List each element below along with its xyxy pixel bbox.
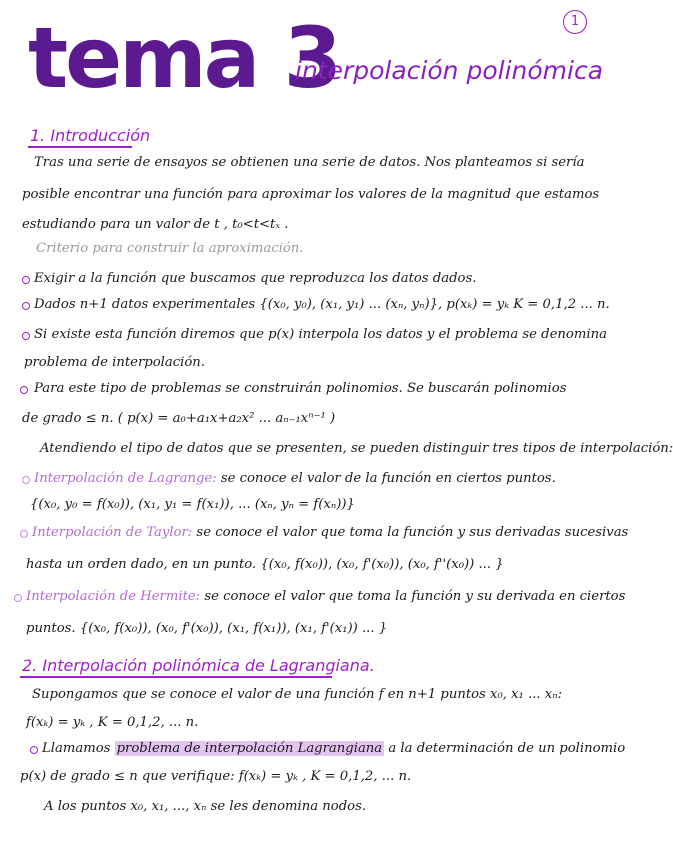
section-1-heading: 1. Introducción [30, 126, 151, 145]
lagrange-label: Interpolación de Lagrange: [34, 471, 217, 486]
section-2-underline [20, 676, 332, 678]
highlighted-term: problema de interpolación Lagrangiana [116, 741, 383, 756]
section-2-line-1: Supongamos que se conoce el valor de una función f en n+1 puntos x₀, x₁ ... xₙ: [32, 687, 563, 702]
definition-prefix: Llamamos [42, 741, 115, 756]
criterio-line: Criterio para construir la aproximación. [36, 241, 304, 256]
lagrange-text: se conoce el valor de la función en ciertos puntos. [216, 471, 556, 486]
bullet-icon [14, 594, 22, 602]
definition-suffix: a la determinación de un polinomio [384, 741, 626, 756]
bullet-icon [22, 332, 30, 340]
section-2-line-4: p(x) de grado ≤ n que verifique: f(xₖ) = yₖ , K = 0,1,2, ... n. [20, 769, 412, 784]
section-2-heading: 2. Interpolación polinómica de Lagrangiana. [22, 656, 375, 675]
bullet-3-line-2: problema de interpolación. [24, 355, 205, 370]
page-title: tema 3 [28, 9, 340, 107]
lagrange-line [34, 470, 556, 488]
section-2-line-3 [42, 740, 625, 758]
bullet-icon [22, 476, 30, 484]
bullet-icon [20, 386, 28, 394]
bullet-2-text: Dados n+1 datos experimentales {(x₀, y₀), (x₁, y₁) ... (xₙ, yₙ)}, p(xₖ) = yₖ K = 0,1,2 ... n. [34, 297, 610, 312]
bullet-1-text: Exigir a la función que buscamos que reproduzca los datos dados. [34, 271, 477, 286]
bullet-4-line-3: Atendiendo el tipo de datos que se presenten, se pueden distinguir tres tipos de interpolación: [40, 441, 673, 456]
hermite-text: se conoce el valor que toma la función y su derivada en ciertos [200, 589, 626, 604]
hermite-label: Interpolación de Hermite: [26, 589, 201, 604]
section-2-line-5: A los puntos x₀, x₁, ..., xₙ se les denomina nodos. [44, 799, 367, 814]
taylor-label: Interpolación de Taylor: [32, 525, 193, 540]
bullet-4-line-1: Para este tipo de problemas se construirán polinomios. Se buscarán polinomios [34, 381, 567, 396]
intro-line-3: estudiando para un valor de t , t₀<t<tₓ . [22, 217, 289, 232]
bullet-4-line-2: de grado ≤ n. ( p(x) = a₀+a₁x+a₂x² ... aₙ₋₁xⁿ⁻¹ ) [22, 411, 336, 426]
page-number: 1 [563, 10, 587, 34]
intro-line-2: posible encontrar una función para aproximar los valores de la magnitud que estamos [22, 187, 600, 202]
section-1-underline [28, 146, 132, 148]
bullet-icon [20, 530, 28, 538]
taylor-line [32, 524, 628, 542]
intro-line-1: Tras una serie de ensayos se obtienen una serie de datos. Nos planteamos si sería [34, 155, 585, 170]
lagrange-set: {(x₀, y₀ = f(x₀)), (x₁, y₁ = f(x₁)), ... (xₙ, yₙ = f(xₙ))} [30, 497, 355, 512]
page-subtitle: interpolación polinómica [295, 56, 604, 85]
hermite-line-2: puntos. {(x₀, f(x₀)), (x₀, f'(x₀)), (x₁, f(x₁)), (x₁, f'(x₁)) ... } [26, 621, 388, 636]
section-2-line-2: f(xₖ) = yₖ , K = 0,1,2, ... n. [26, 715, 199, 730]
bullet-3-line-1: Si existe esta función diremos que p(x) interpola los datos y el problema se denomina [34, 327, 607, 342]
bullet-icon [30, 746, 38, 754]
hermite-line [26, 588, 625, 606]
bullet-icon [22, 276, 30, 284]
bullet-icon [22, 302, 30, 310]
taylor-line-2: hasta un orden dado, en un punto. {(x₀, f(x₀)), (x₀, f'(x₀)), (x₀, f''(x₀)) ... } [26, 557, 504, 572]
taylor-text: se conoce el valor que toma la función y sus derivadas sucesivas [192, 525, 629, 540]
